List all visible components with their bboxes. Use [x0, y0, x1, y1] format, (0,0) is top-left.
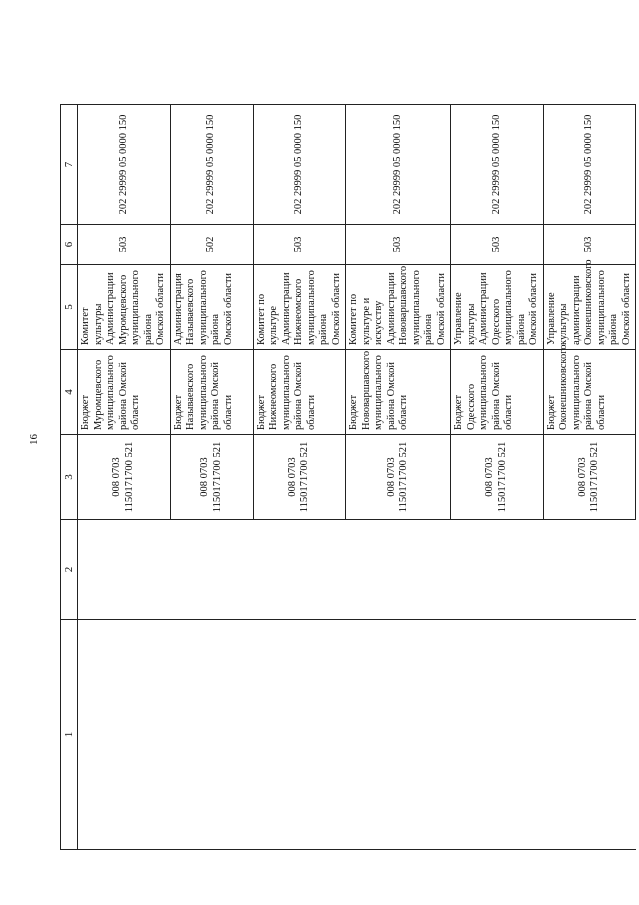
kbk-cell: 202 29999 05 0000 150	[253, 105, 346, 225]
kbk-cell: 202 29999 05 0000 150	[451, 105, 544, 225]
budget-name-cell: Бюджет Одесского муниципального района Омской области	[451, 350, 544, 435]
header-cell: 5	[61, 265, 78, 350]
empty-cell	[78, 620, 636, 850]
table-header-row	[61, 105, 78, 850]
empty-cell	[78, 520, 636, 620]
administrator-cell: Комитет по культуре и искусству Администрации Нововаршавского муниципального района Омской области	[346, 265, 451, 350]
kbk-cell: 202 29999 05 0000 150	[543, 105, 636, 225]
administrator-cell: Комитет по культуре Администрации Нижнеомского муниципального района Омской области	[253, 265, 346, 350]
rotated-table-container	[60, 105, 632, 850]
administrator-cell: Комитет культуры Администрации Муромцевского муниципального района Омской области	[78, 265, 171, 350]
admin-code-cell: 503	[543, 225, 636, 265]
kbk-cell: 202 29999 05 0000 150	[78, 105, 171, 225]
budget-table	[60, 104, 636, 850]
header-cell: 2	[61, 520, 78, 620]
budget-code-cell: 008 0703 1150171700 521	[346, 435, 451, 520]
administrator-cell: Управление культуры администрации Оконешниковского муниципального района Омской области	[543, 265, 636, 350]
budget-code-cell: 008 0703 1150171700 521	[543, 435, 636, 520]
admin-code-cell: 503	[78, 225, 171, 265]
budget-code-cell: 008 0703 1150171700 521	[253, 435, 346, 520]
budget-name-cell: Бюджет Называевского муниципального района Омской области	[170, 350, 253, 435]
budget-name-cell: Бюджет Нововаршавского муниципального района Омской области	[346, 350, 451, 435]
budget-name-cell: Бюджет Оконешниковского муниципального района Омской области	[543, 350, 636, 435]
header-cell: 4	[61, 350, 78, 435]
header-cell: 7	[61, 105, 78, 225]
admin-code-cell: 503	[253, 225, 346, 265]
kbk-cell: 202 29999 05 0000 150	[170, 105, 253, 225]
budget-code-cell: 008 0703 1150171700 521	[78, 435, 171, 520]
administrator-cell: Администрация Называевского муниципального района Омской области	[170, 265, 253, 350]
budget-name-cell: Бюджет Нижнеомского муниципального района Омской области	[253, 350, 346, 435]
header-cell: 6	[61, 225, 78, 265]
kbk-cell: 202 29999 05 0000 150	[346, 105, 451, 225]
budget-name-cell: Бюджет Муромцевского муниципального района Омской области	[78, 350, 171, 435]
admin-code-cell: 503	[346, 225, 451, 265]
budget-code-cell: 008 0703 1150171700 521	[170, 435, 253, 520]
header-cell: 3	[61, 435, 78, 520]
budget-code-cell: 008 0703 1150171700 521	[451, 435, 544, 520]
administrator-cell: Управление культуры Администрации Одесского муниципального района Омской области	[451, 265, 544, 350]
page-number: 16	[28, 434, 40, 445]
header-cell: 1	[61, 620, 78, 850]
table-row	[78, 105, 171, 850]
admin-code-cell: 503	[451, 225, 544, 265]
admin-code-cell: 502	[170, 225, 253, 265]
